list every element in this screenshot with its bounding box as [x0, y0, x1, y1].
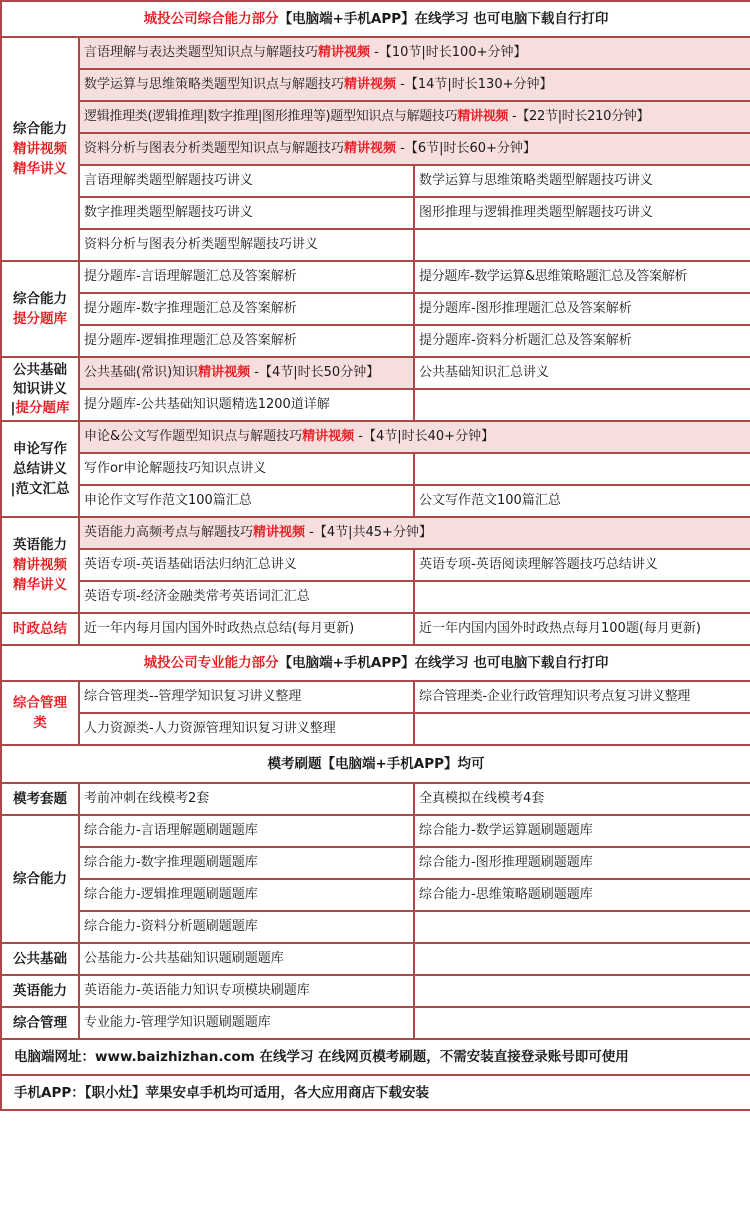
- notes-item[interactable]: 综合管理类-企业行政管理知识考点复习讲义整理: [414, 681, 750, 713]
- bank-item[interactable]: 提分题库-公共基础知识题精选1200道详解: [79, 389, 414, 421]
- practice-item[interactable]: 综合能力-逻辑推理题刷题题库: [79, 879, 414, 911]
- video-info: -【14节|时长130+分钟】: [396, 77, 553, 92]
- category-essay: [1, 421, 79, 517]
- section3-header: 模考刷题【电脑端+手机APP】均可: [1, 745, 750, 783]
- video-info: -【6节|时长60+分钟】: [396, 141, 536, 156]
- video-item[interactable]: [79, 69, 750, 101]
- bank-item[interactable]: 提分题库-资料分析题汇总及答案解析: [414, 325, 750, 357]
- category-label: 精华讲义: [13, 161, 67, 177]
- category-label: 申论写作: [13, 441, 67, 457]
- section1-header-desc: 【电脑端+手机APP】在线学习 也可电脑下载自行打印: [278, 11, 609, 27]
- notes-item[interactable]: 英语专项-英语基础语法归纳汇总讲义: [79, 549, 414, 581]
- category-label: |: [10, 399, 16, 416]
- bank-item[interactable]: 提分题库-逻辑推理题汇总及答案解析: [79, 325, 414, 357]
- notes-item[interactable]: 人力资源类-人力资源管理知识复习讲义整理: [79, 713, 414, 745]
- category-public: [1, 357, 79, 421]
- empty-cell: [414, 389, 750, 421]
- empty-cell: [414, 581, 750, 613]
- empty-cell: [414, 1007, 750, 1039]
- section2-header: [1, 645, 750, 681]
- video-item[interactable]: [79, 37, 750, 69]
- footer-app: 手机APP：【职小灶】苹果安卓手机均可适用，各大应用商店下载安装: [1, 1075, 750, 1110]
- category-ability-video: [1, 37, 79, 261]
- notes-item[interactable]: 英语专项-经济金融类常考英语词汇汇总: [79, 581, 414, 613]
- practice-item[interactable]: 专业能力-管理学知识题刷题题库: [79, 1007, 414, 1039]
- video-item[interactable]: [79, 101, 750, 133]
- notes-item[interactable]: 数字推理类题型解题技巧讲义: [79, 197, 414, 229]
- section2-header-desc: 【电脑端+手机APP】在线学习 也可电脑下载自行打印: [278, 655, 609, 671]
- practice-item[interactable]: 公基能力-公共基础知识题刷题题库: [79, 943, 414, 975]
- video-title: 资料分析与图表分析类题型知识点与解题技巧: [84, 141, 345, 156]
- mock-item[interactable]: 考前冲刺在线模考2套: [79, 783, 414, 815]
- empty-cell: [414, 911, 750, 943]
- practice-item[interactable]: 综合能力-思维策略题刷题题库: [414, 879, 750, 911]
- video-tag: 精讲视频: [344, 77, 397, 92]
- category-politics: 时政总结: [1, 613, 79, 645]
- notes-item[interactable]: 资料分析与图表分析类题型解题技巧讲义: [79, 229, 414, 261]
- empty-cell: [414, 713, 750, 745]
- video-tag: 精讲视频: [457, 109, 509, 124]
- category-label: 综合管理: [13, 695, 67, 711]
- bank-item[interactable]: 提分题库-图形推理题汇总及答案解析: [414, 293, 750, 325]
- category-ability-practice: 综合能力: [1, 815, 79, 943]
- notes-item[interactable]: 言语理解类题型解题技巧讲义: [79, 165, 414, 197]
- empty-cell: [414, 229, 750, 261]
- category-ability-bank: [1, 261, 79, 357]
- mock-item[interactable]: 全真模拟在线模考4套: [414, 783, 750, 815]
- notes-item[interactable]: 综合管理类--管理学知识复习讲义整理: [79, 681, 414, 713]
- video-item[interactable]: [79, 421, 750, 453]
- video-title: 数学运算与思维策略类题型知识点与解题技巧: [84, 77, 345, 92]
- video-title: 言语理解与表达类题型知识点与解题技巧: [84, 45, 319, 60]
- section1-header: [1, 1, 750, 37]
- category-label: 提分题库: [13, 311, 67, 327]
- category-english: [1, 517, 79, 613]
- video-info: -【4节|时长40+分钟】: [354, 429, 495, 444]
- category-english-practice: 英语能力: [1, 975, 79, 1007]
- practice-item[interactable]: 综合能力-数字推理题刷题题库: [79, 847, 414, 879]
- category-label: 类: [33, 715, 47, 731]
- notes-item[interactable]: 公共基础知识汇总讲义: [414, 357, 750, 389]
- video-title: 公共基础(常识)知识: [84, 365, 199, 380]
- empty-cell: [414, 943, 750, 975]
- video-info: -【22节|时长210分钟】: [508, 109, 650, 124]
- practice-item[interactable]: 综合能力-资料分析题刷题题库: [79, 911, 414, 943]
- bank-item[interactable]: 提分题库-言语理解题汇总及答案解析: [79, 261, 414, 293]
- bank-item[interactable]: 提分题库-数学运算&思维策略题汇总及答案解析: [414, 261, 750, 293]
- category-label: 总结讲义: [13, 461, 67, 477]
- video-title: 申论&公文写作题型知识点与解题技巧: [84, 429, 303, 444]
- video-item[interactable]: [79, 133, 750, 165]
- category-label: |范文汇总: [10, 481, 70, 497]
- footer-website: 电脑端网址：www.baizhizhan.com 在线学习 在线网页模考刷题，不需安装直接登录账号即可使用: [1, 1039, 750, 1075]
- video-title: 逻辑推理类(逻辑推理|数字推理|图形推理等)题型知识点与解题技巧: [84, 109, 458, 124]
- practice-item[interactable]: 综合能力-数学运算题刷题题库: [414, 815, 750, 847]
- model-essay-item[interactable]: 申论作文写作范文100篇汇总: [79, 485, 414, 517]
- bank-item[interactable]: 提分题库-数字推理题汇总及答案解析: [79, 293, 414, 325]
- practice-item[interactable]: 英语能力-英语能力知识专项模块刷题库: [79, 975, 414, 1007]
- video-tag: 精讲视频: [344, 141, 397, 156]
- video-title: 英语能力高频考点与解题技巧: [84, 525, 254, 540]
- notes-item[interactable]: 英语专项-英语阅读理解答题技巧总结讲义: [414, 549, 750, 581]
- category-label: 知识讲义: [13, 380, 67, 397]
- category-label: 精讲视频: [13, 557, 67, 573]
- video-info: -【4节|时长50分钟】: [250, 365, 380, 380]
- empty-cell: [414, 453, 750, 485]
- category-mgmt-practice: 综合管理: [1, 1007, 79, 1039]
- category-label: 英语能力: [13, 537, 67, 553]
- section2-header-title: 城投公司专业能力部分: [143, 655, 279, 671]
- category-label: 综合能力: [13, 121, 67, 137]
- section1-header-title: 城投公司综合能力部分: [143, 11, 279, 27]
- category-label: 精讲视频: [13, 141, 67, 157]
- category-label: 公共基础: [13, 361, 67, 378]
- video-item[interactable]: [79, 357, 414, 389]
- video-item[interactable]: [79, 517, 750, 549]
- video-tag: 精讲视频: [198, 365, 251, 380]
- video-tag: 精讲视频: [302, 429, 355, 444]
- category-public-practice: 公共基础: [1, 943, 79, 975]
- category-label: 精华讲义: [13, 577, 67, 593]
- politics-item[interactable]: 近一年内国内国外时政热点每月100题(每月更新): [414, 613, 750, 645]
- category-mock: 模考套题: [1, 783, 79, 815]
- category-label: 提分题库: [15, 399, 70, 416]
- video-info: -【4节|共45+分钟】: [305, 525, 432, 540]
- notes-item[interactable]: 数学运算与思维策略类题型解题技巧讲义: [414, 165, 750, 197]
- category-label: 综合能力: [13, 291, 67, 307]
- practice-item[interactable]: 综合能力-言语理解题刷题题库: [79, 815, 414, 847]
- model-essay-item[interactable]: 公文写作范文100篇汇总: [414, 485, 750, 517]
- video-info: -【10节|时长100+分钟】: [370, 45, 527, 60]
- video-tag: 精讲视频: [253, 525, 306, 540]
- notes-item[interactable]: 写作or申论解题技巧知识点讲义: [79, 453, 414, 485]
- category-management: [1, 681, 79, 745]
- empty-cell: [414, 975, 750, 1007]
- notes-item[interactable]: 图形推理与逻辑推理类题型解题技巧讲义: [414, 197, 750, 229]
- video-tag: 精讲视频: [318, 45, 371, 60]
- practice-item[interactable]: 综合能力-图形推理题刷题题库: [414, 847, 750, 879]
- politics-item[interactable]: 近一年内每月国内国外时政热点总结(每月更新): [79, 613, 414, 645]
